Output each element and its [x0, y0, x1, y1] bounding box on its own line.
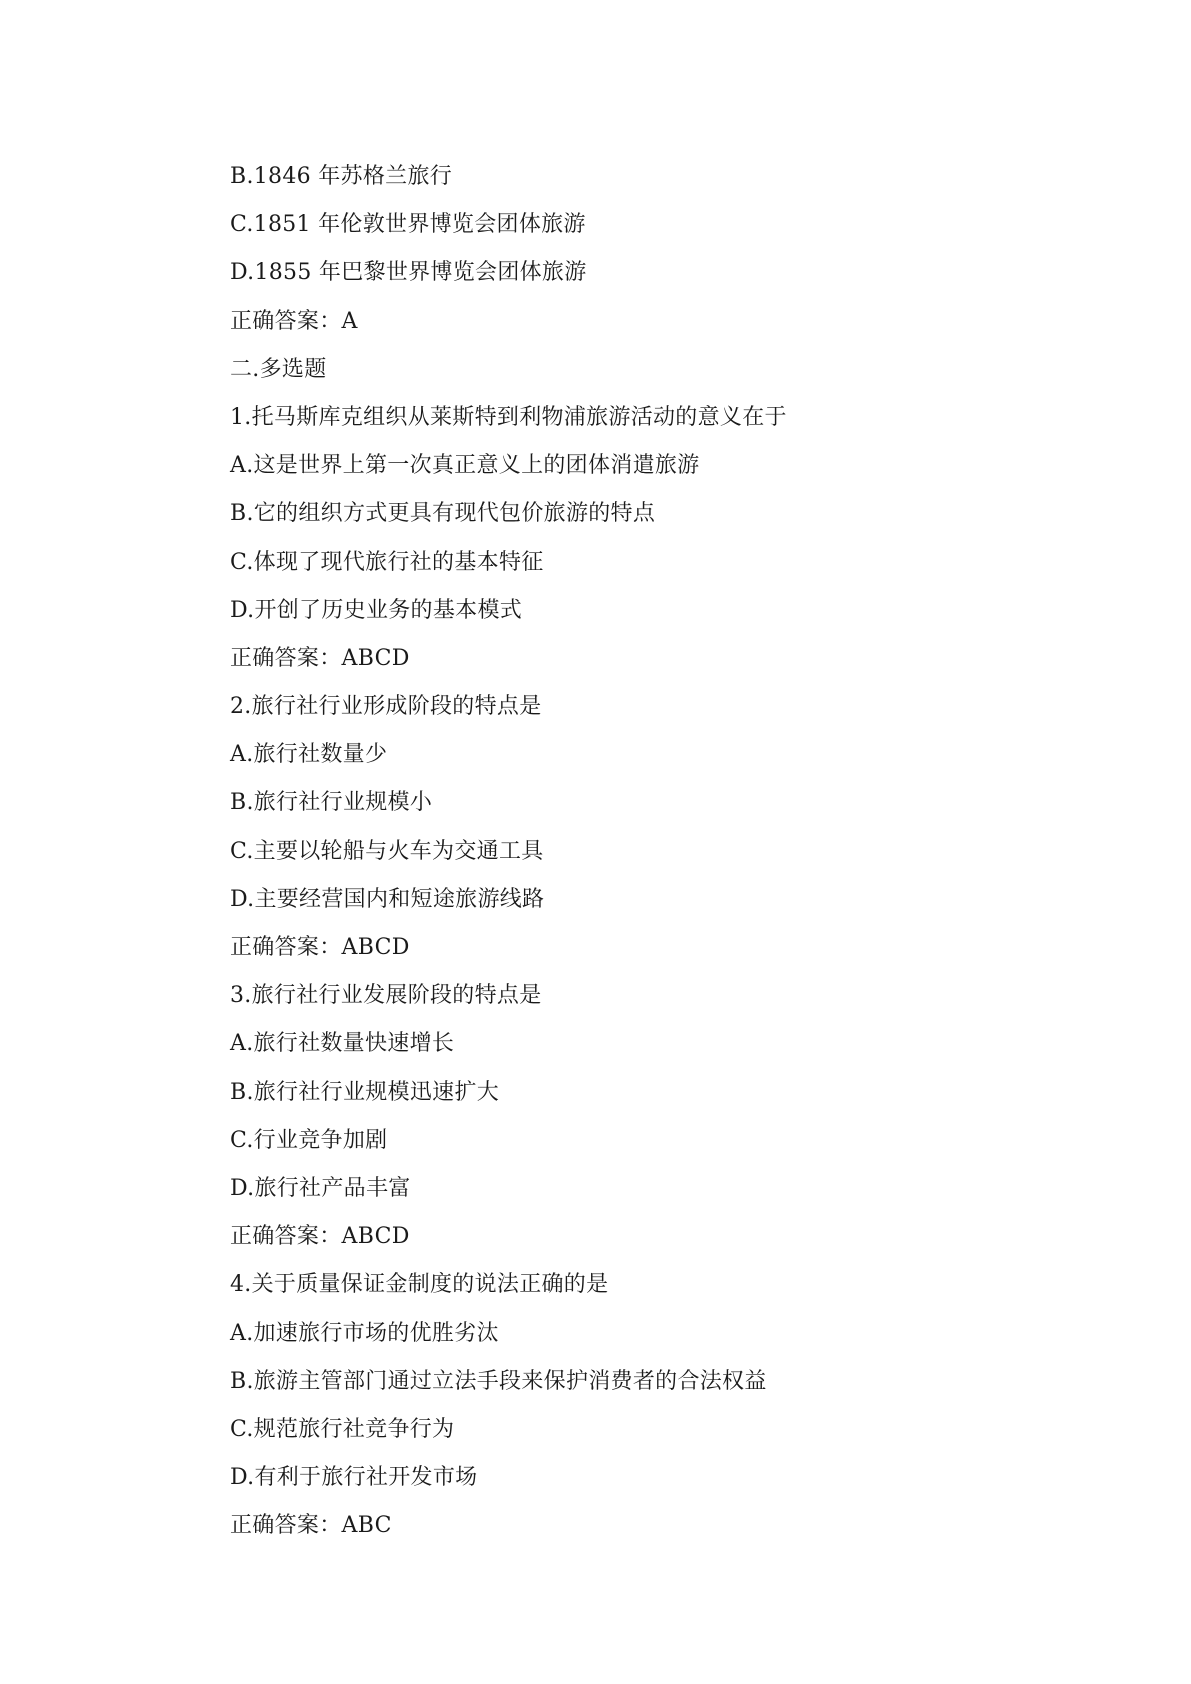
option-d-q2: D.主要经营国内和短途旅游线路: [230, 886, 545, 912]
option-d-q0: D.1855 年巴黎世界博览会团体旅游: [230, 260, 587, 286]
answer-q1: 正确答案：ABCD: [230, 645, 410, 671]
option-d-q4: D.有利于旅行社开发市场: [230, 1465, 478, 1491]
question-4: 4.关于质量保证金制度的说法正确的是: [230, 1272, 609, 1298]
option-b-q2: B.旅行社行业规模小: [230, 790, 433, 816]
option-a-q3: A.旅行社数量快速增长: [230, 1031, 455, 1057]
option-b-q0: B.1846 年苏格兰旅行: [230, 164, 453, 189]
answer-q0: 正确答案：A: [230, 308, 358, 334]
option-a-q2: A.旅行社数量少: [230, 742, 388, 768]
option-a-q1: A.这是世界上第一次真正意义上的团体消遣旅游: [230, 453, 700, 479]
option-c-q3: C.行业竞争加剧: [230, 1127, 388, 1153]
question-3: 3.旅行社行业发展阶段的特点是: [230, 983, 542, 1009]
option-d-q3: D.旅行社产品丰富: [230, 1175, 411, 1201]
document-page: [230, 153, 1130, 1550]
option-d-q1: D.开创了历史业务的基本模式: [230, 597, 523, 623]
answer-q4: 正确答案：ABC: [230, 1513, 392, 1539]
answer-q3: 正确答案：ABCD: [230, 1224, 410, 1250]
option-a-q4: A.加速旅行市场的优胜劣汰: [230, 1320, 499, 1346]
option-c-q2: C.主要以轮船与火车为交通工具: [230, 838, 544, 864]
option-c-q4: C.规范旅行社竞争行为: [230, 1416, 455, 1442]
answer-q2: 正确答案：ABCD: [230, 935, 410, 960]
question-2: 2.旅行社行业形成阶段的特点是: [230, 694, 542, 720]
option-b-q3: B.旅行社行业规模迅速扩大: [230, 1079, 500, 1105]
option-c-q1: C.体现了现代旅行社的基本特征: [230, 549, 544, 575]
option-c-q0: C.1851 年伦敦世界博览会团体旅游: [230, 212, 586, 238]
option-b-q4: B.旅游主管部门通过立法手段来保护消费者的合法权益: [230, 1368, 767, 1394]
question-1: 1.托马斯库克组织从莱斯特到利物浦旅游活动的意义在于: [230, 404, 787, 430]
section-heading-multiple-choice: 二.多选题: [230, 356, 327, 382]
option-b-q1: B.它的组织方式更具有现代包价旅游的特点: [230, 501, 656, 527]
